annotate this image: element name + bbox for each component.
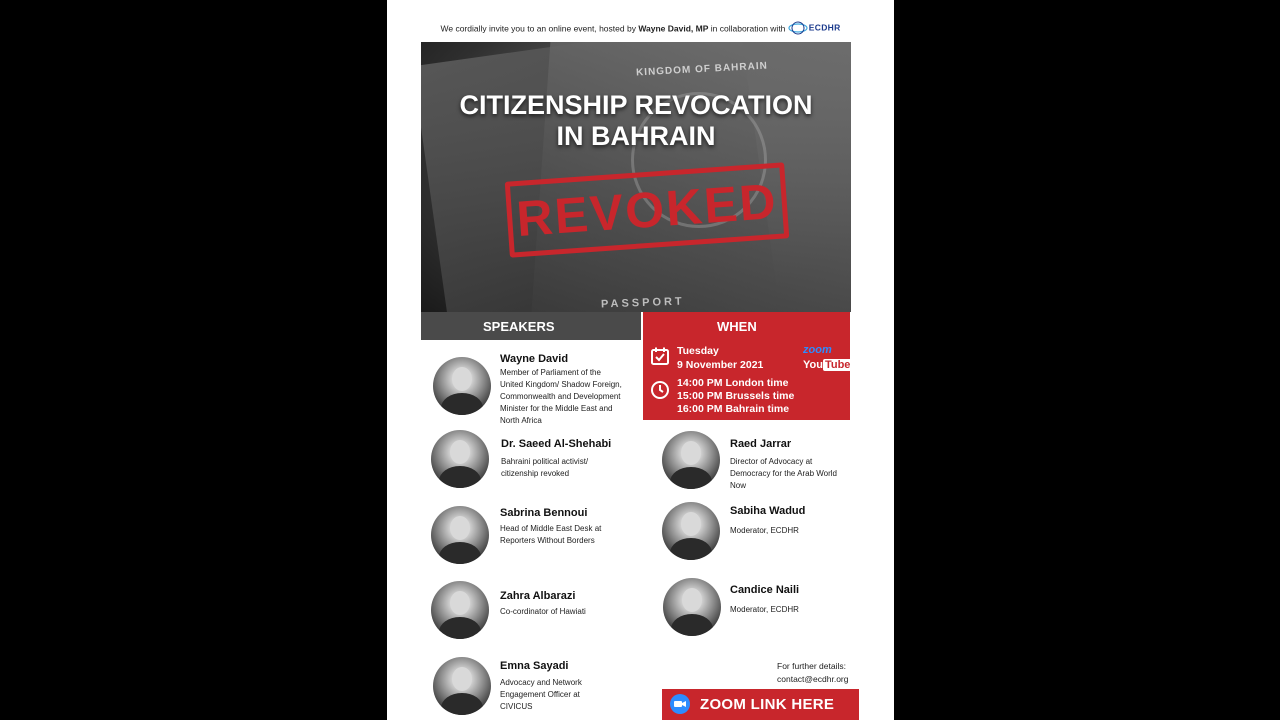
speaker-name: Dr. Saeed Al-Shehabi	[501, 438, 612, 450]
contact-label: For further details:	[777, 661, 846, 671]
passport-header: KINGDOM OF BAHRAIN	[635, 60, 769, 79]
time-london: 14:00 PM London time	[677, 377, 789, 389]
speaker-photo	[431, 506, 489, 564]
speaker-name: Zahra Albarazi	[500, 590, 576, 602]
youtube-logo-tube: Tube	[824, 359, 851, 371]
contact-email[interactable]: contact@ecdhr.org	[777, 674, 849, 684]
event-flyer	[387, 0, 894, 720]
speakers-label: SPEAKERS	[483, 319, 555, 334]
zoom-link-button[interactable]	[662, 689, 859, 720]
calendar-check-icon	[650, 346, 670, 366]
invite-text: We cordially invite you to an online event, hosted by	[440, 23, 639, 34]
speaker-description: Advocacy and Network Engagement Officer at CIVICUS	[500, 678, 582, 711]
speaker-description: Moderator, ECDHR	[730, 526, 799, 535]
speaker-photo	[663, 578, 721, 636]
zoom-link-label: ZOOM LINK HERE	[700, 696, 835, 713]
invite-text-end: in collaboration with	[708, 23, 786, 34]
zoom-logo: zoom	[803, 344, 832, 356]
when-label: WHEN	[717, 319, 757, 334]
event-schedule	[643, 340, 850, 420]
ecdhr-swirl-icon	[788, 21, 808, 35]
speaker-description: Moderator, ECDHR	[730, 605, 799, 614]
passport-footer: PASSPORT	[600, 295, 685, 311]
speakers-header	[421, 312, 641, 340]
speaker-name: Candice Naili	[730, 584, 800, 596]
event-day: Tuesday	[677, 345, 719, 357]
title-line-2: IN BAHRAIN	[556, 121, 716, 151]
speaker-name: Emna Sayadi	[500, 660, 569, 672]
speaker-name: Sabiha Wadud	[730, 505, 806, 517]
youtube-logo-you: You	[803, 359, 823, 371]
speaker-description: Head of Middle East Desk at Reporters Without Borders	[500, 524, 602, 545]
contact-info	[777, 660, 848, 686]
speaker-photo	[433, 357, 491, 415]
speaker-name: Sabrina Bennoui	[500, 507, 588, 519]
ecdhr-logo-text: ECDHR	[808, 22, 841, 33]
speaker-description: Member of Parliament of the United Kingdom/ Shadow Foreign, Commonwealth and Development Minister for the Middle East and North Africa	[500, 368, 622, 425]
speaker-description: Bahraini political activist/ citizenship revoked	[501, 457, 589, 478]
speaker-name: Wayne David	[500, 353, 569, 365]
youtube-logo	[803, 359, 852, 371]
page-title	[421, 90, 851, 152]
time-brussels: 15:00 PM Brussels time	[677, 390, 795, 402]
zoom-camera-icon	[670, 694, 690, 714]
hero-image	[421, 42, 851, 312]
time-bahrain: 16:00 PM Bahrain time	[677, 403, 790, 415]
speaker-photo	[431, 430, 489, 488]
clock-icon	[650, 380, 670, 400]
speaker-photo	[662, 431, 720, 489]
host-name: Wayne David, MP	[638, 23, 709, 34]
stamp-text: REVOKED	[514, 172, 780, 248]
speaker-name: Raed Jarrar	[730, 438, 792, 450]
ecdhr-logo	[788, 21, 841, 35]
speaker-photo	[431, 581, 489, 639]
invitation-line	[387, 22, 894, 36]
speaker-description: Co-cordinator of Hawiati	[500, 607, 586, 616]
title-line-1: CITIZENSHIP REVOCATION	[459, 90, 813, 120]
speaker-photo	[433, 657, 491, 715]
when-header	[643, 312, 850, 340]
event-date: 9 November 2021	[677, 359, 764, 371]
speaker-photo	[662, 502, 720, 560]
speaker-description: Director of Advocacy at Democracy for the Arab World Now	[730, 457, 838, 490]
